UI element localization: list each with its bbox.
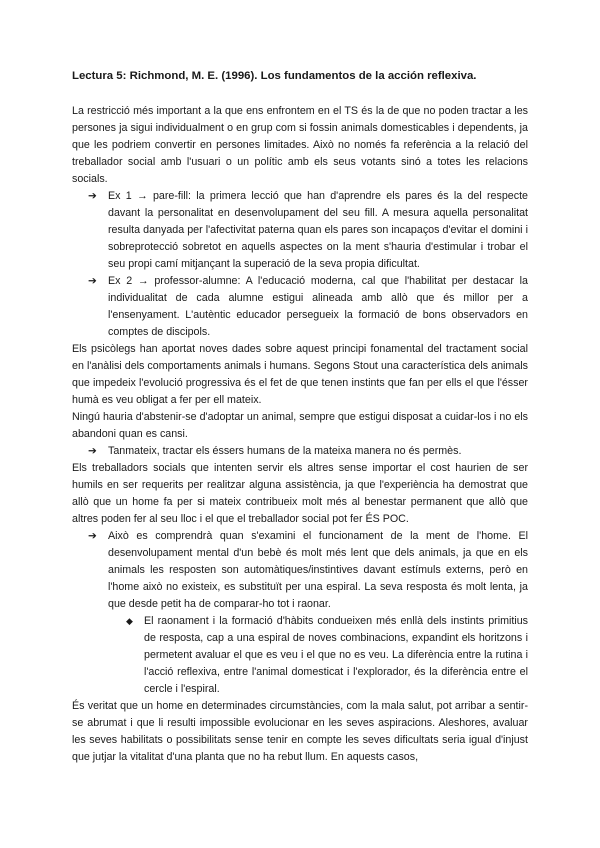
bullet-ment [72,528,528,613]
subbullet-raonament [72,613,528,698]
paragraph-restriccio: La restricció més important a la que ens enfrontem en el TS és la de que no poden tractar a les persones ja sigui individualment o en grup com si fossin animals domesticables i dependents, ja que les podriem convertir en persones limitades. Això no només fa referència a la relació del treballador social amb l'usuari o un polític amb els seus votants sinó a totes les relacions socials. [72,105,528,185]
arrow-bullet-icon: ➔ [88,530,97,542]
bullet-tanmateix-text: Tanmateix, tractar els éssers humans de la mateixa manera no és permès. [108,445,462,457]
document-title: Lectura 5: Richmond, M. E. (1996). Los fundamentos de la acción reflexiva. [72,70,477,82]
paragraph-veritat: És veritat que un home en determinades circumstàncies, com la mala salut, pot arribar a sentir-se abrumat i que li resulti impossible evolucionar en les seves aspiracions. Aleshores, avaluar les seves habilitats o possibilitats sense tenir en compte les seves dificultats seria igual d'injust que jutjar la vitalitat d'una planta que no ha rebut llum. En aquests casos, [72,700,528,763]
arrow-bullet-icon: ➔ [88,275,97,287]
bullet-ment-text: Això es comprendrà quan s'examini el funcionament de la ment de l'home. El desenvolupament mental d'un bebè és molt més lent que dels animals, ja que en els animals les resposten son automàtiques/instintives davant estímuls externs, però en l'home això no existeix, es substituït per una espiral. La seva resposta és molt lenta, ja que desde petit ha de comparar-ho tot i raonar. [108,530,528,610]
bullet-ex1-text: Ex 1 → pare-fill: la primera lecció que han d'aprendre els pares és la del respecte davant la personalitat en desenvolupament del seu fill. A mesura aquella personalitat resulta danyada per l'afectivitat paterna quan els pares son incapaços d'evitar el domini i sobreprotecció sobretot en aquells aspectes on la ment s'hauria d'estimular i trobar el seu propi camí mitjançant la superació de la seva propia dificultat. [108,190,528,270]
paragraph-animal: Ningú hauria d'abstenir-se d'adoptar un animal, sempre que estigui disposat a cuidar-los i no els abandoni quan es cansi. [72,411,528,440]
bullet-ex2-text: Ex 2 → professor-alumne: A l'educació moderna, cal que l'habilitat per destacar la individualitat de cada alumne estigui alineada amb allò que és millor per a l'ensenyament. L'autèntic educador persegueix la formació de bons observadors en comptes de discipols. [108,275,528,338]
paragraph-psicolegs: Els psicòlegs han aportat noves dades sobre aquest principi fonamental del tractament social en l'anàlisi dels comportaments animals i humans. Segons Stout una característica dels animals que impedeix l'evolució progressiva és el fet de que tenen instints que fan per ells el que l'ésser humà es veu obligat a fer per ell mateix. [72,343,528,406]
subbullet-raonament-text: El raonament i la formació d'hàbits condueixen més enllà dels instints primitius de resposta, cap a una espiral de noves combinacions, expandint els horitzons i permetent avaluar el que es veu i el que no es veu. La diferència entre la rutina i l'acció reflexiva, entre l'animal domesticat i l'explorador, és la diferència entre el cercle i l'espiral. [144,615,528,695]
paragraph-treballadors: Els treballadors socials que intenten servir els altres sense importar el cost haurien de ser humils en ser requerits per realitzar alguna assistència, ja que l'experiència ha demostrat que allò que un home fa per si mateix contribueix molt més al benestar permanent que allò que altres poden fer al seu lloc i el que el treballador social pot fer ÉS POC. [72,462,528,525]
document-page [72,68,528,766]
arrow-bullet-icon: ➔ [88,190,97,202]
arrow-bullet-icon: ➔ [88,445,97,457]
bullet-tanmateix [72,443,528,460]
bullet-ex2 [72,273,528,341]
bullet-ex1 [72,188,528,273]
diamond-bullet-icon: ◆ [126,616,133,626]
